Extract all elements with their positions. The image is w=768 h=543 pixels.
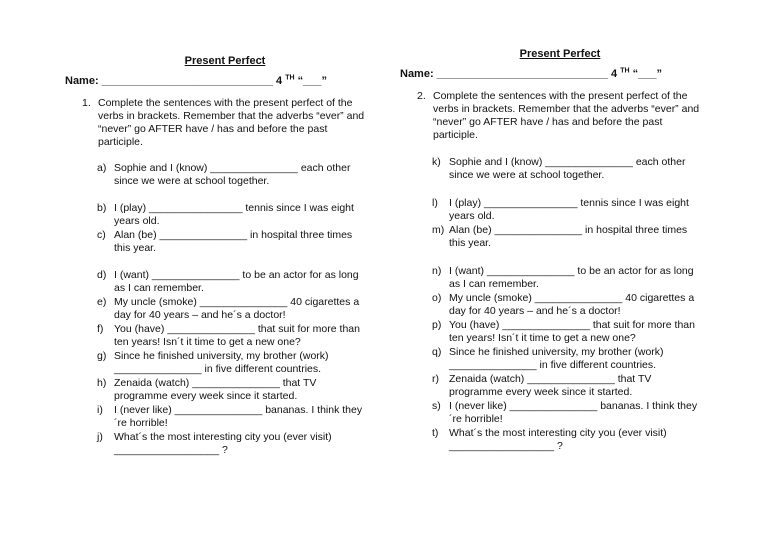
exercise-item	[97, 229, 385, 255]
item-text: I (never like) _______________ bananas. I think they´re horrible!	[449, 400, 698, 425]
name-field-line	[400, 68, 720, 81]
left-worksheet	[65, 55, 385, 457]
exercise-item	[432, 400, 720, 426]
item-text: What´s the most interesting city you (ever visit) __________________ ?	[114, 431, 332, 456]
exercise-item	[432, 265, 720, 291]
item-text: I (play) ________________ tennis since I was eight years old.	[449, 197, 689, 222]
name-field-line	[65, 75, 385, 88]
item-text: Since he finished university, my brother (work) _______________ in five different countries.	[114, 350, 329, 375]
instruction-text: Complete the sentences with the present perfect of the verbs in brackets. Remember that the adverbs “ever” and “never” go AFTER have / has and before the past participle.	[433, 90, 700, 141]
exercise-item	[97, 162, 385, 188]
exercise-item	[97, 431, 385, 457]
item-text: My uncle (smoke) _______________ 40 cigarettes a day for 40 years – and he´s a doctor!	[449, 292, 695, 317]
item-label: g)	[97, 350, 107, 362]
item-label: e)	[97, 296, 107, 308]
exercise-item	[432, 427, 720, 453]
item-text: Zenaida (watch) _______________ that TV programme every week since it started.	[449, 373, 652, 398]
item-text: Zenaida (watch) _______________ that TV programme every week since it started.	[114, 377, 317, 402]
item-label: f)	[97, 323, 104, 335]
item-label: k)	[432, 156, 441, 168]
exercise-number: 2.	[417, 90, 426, 102]
exercise-item	[432, 373, 720, 399]
item-label: m)	[432, 224, 445, 236]
item-label: s)	[432, 400, 441, 412]
exercise-item	[432, 224, 720, 250]
item-text: Alan (be) _______________ in hospital three times this year.	[114, 229, 353, 254]
item-label: i)	[97, 404, 103, 416]
item-text: Since he finished university, my brother (work) _______________ in five different countries.	[449, 346, 664, 371]
grade-blank: “___”	[297, 75, 327, 87]
item-text: My uncle (smoke) _______________ 40 cigarettes a day for 40 years – and he´s a doctor!	[114, 296, 360, 321]
instruction-text: Complete the sentences with the present perfect of the verbs in brackets. Remember that the adverbs “ever” and “never” go AFTER have / has and before the past participle.	[98, 97, 365, 148]
item-text: I (play) ________________ tennis since I was eight years old.	[114, 202, 354, 227]
item-label: n)	[432, 265, 442, 277]
exercise-items	[65, 162, 385, 457]
item-label: p)	[432, 319, 442, 331]
worksheet-title: Present Perfect	[519, 48, 601, 60]
item-label: d)	[97, 269, 107, 281]
item-text: Alan (be) _______________ in hospital three times this year.	[449, 224, 688, 249]
exercise-item	[432, 156, 720, 182]
exercise-item	[97, 350, 385, 376]
item-label: q)	[432, 346, 442, 358]
item-label: t)	[432, 427, 439, 439]
exercise-item	[432, 346, 720, 372]
name-label: Name: ____________________________ 4	[400, 68, 618, 80]
grade-superscript: TH	[285, 74, 295, 82]
item-label: r)	[432, 373, 439, 385]
item-text: Sophie and I (know) _______________ each other since we were at school together.	[114, 162, 351, 187]
item-label: j)	[97, 431, 103, 443]
exercise-instruction	[400, 90, 720, 142]
item-text: I (want) _______________ to be an actor for as long as I can remember.	[114, 269, 359, 294]
exercise-items	[400, 156, 720, 453]
item-label: o)	[432, 292, 442, 304]
exercise-item	[97, 269, 385, 295]
exercise-item	[432, 292, 720, 318]
grade-superscript: TH	[620, 67, 630, 75]
item-label: l)	[432, 197, 438, 209]
exercise-item	[97, 202, 385, 228]
item-label: a)	[97, 162, 107, 174]
item-text: I (want) _______________ to be an actor for as long as I can remember.	[449, 265, 694, 290]
item-label: h)	[97, 377, 107, 389]
exercise-item	[97, 404, 385, 430]
item-text: You (have) _______________ that suit for more than ten years! Isn´t it time to get a new one?	[114, 323, 360, 348]
item-label: c)	[97, 229, 106, 241]
exercise-item	[97, 323, 385, 349]
item-text: Sophie and I (know) _______________ each other since we were at school together.	[449, 156, 686, 181]
exercise-item	[432, 319, 720, 345]
worksheet-title: Present Perfect	[184, 55, 266, 67]
name-label: Name: ____________________________ 4	[65, 75, 283, 87]
grade-blank: “___”	[632, 68, 662, 80]
item-text: I (never like) _______________ bananas. I think they´re horrible!	[114, 404, 363, 429]
right-worksheet	[400, 48, 720, 453]
item-text: You (have) _______________ that suit for more than ten years! Isn´t it time to get a new one?	[449, 319, 695, 344]
exercise-number: 1.	[82, 97, 91, 109]
exercise-instruction	[65, 97, 385, 149]
exercise-item	[97, 377, 385, 403]
exercise-item	[97, 296, 385, 322]
exercise-item	[432, 197, 720, 223]
item-text: What´s the most interesting city you (ever visit) __________________ ?	[449, 427, 667, 452]
item-label: b)	[97, 202, 107, 214]
